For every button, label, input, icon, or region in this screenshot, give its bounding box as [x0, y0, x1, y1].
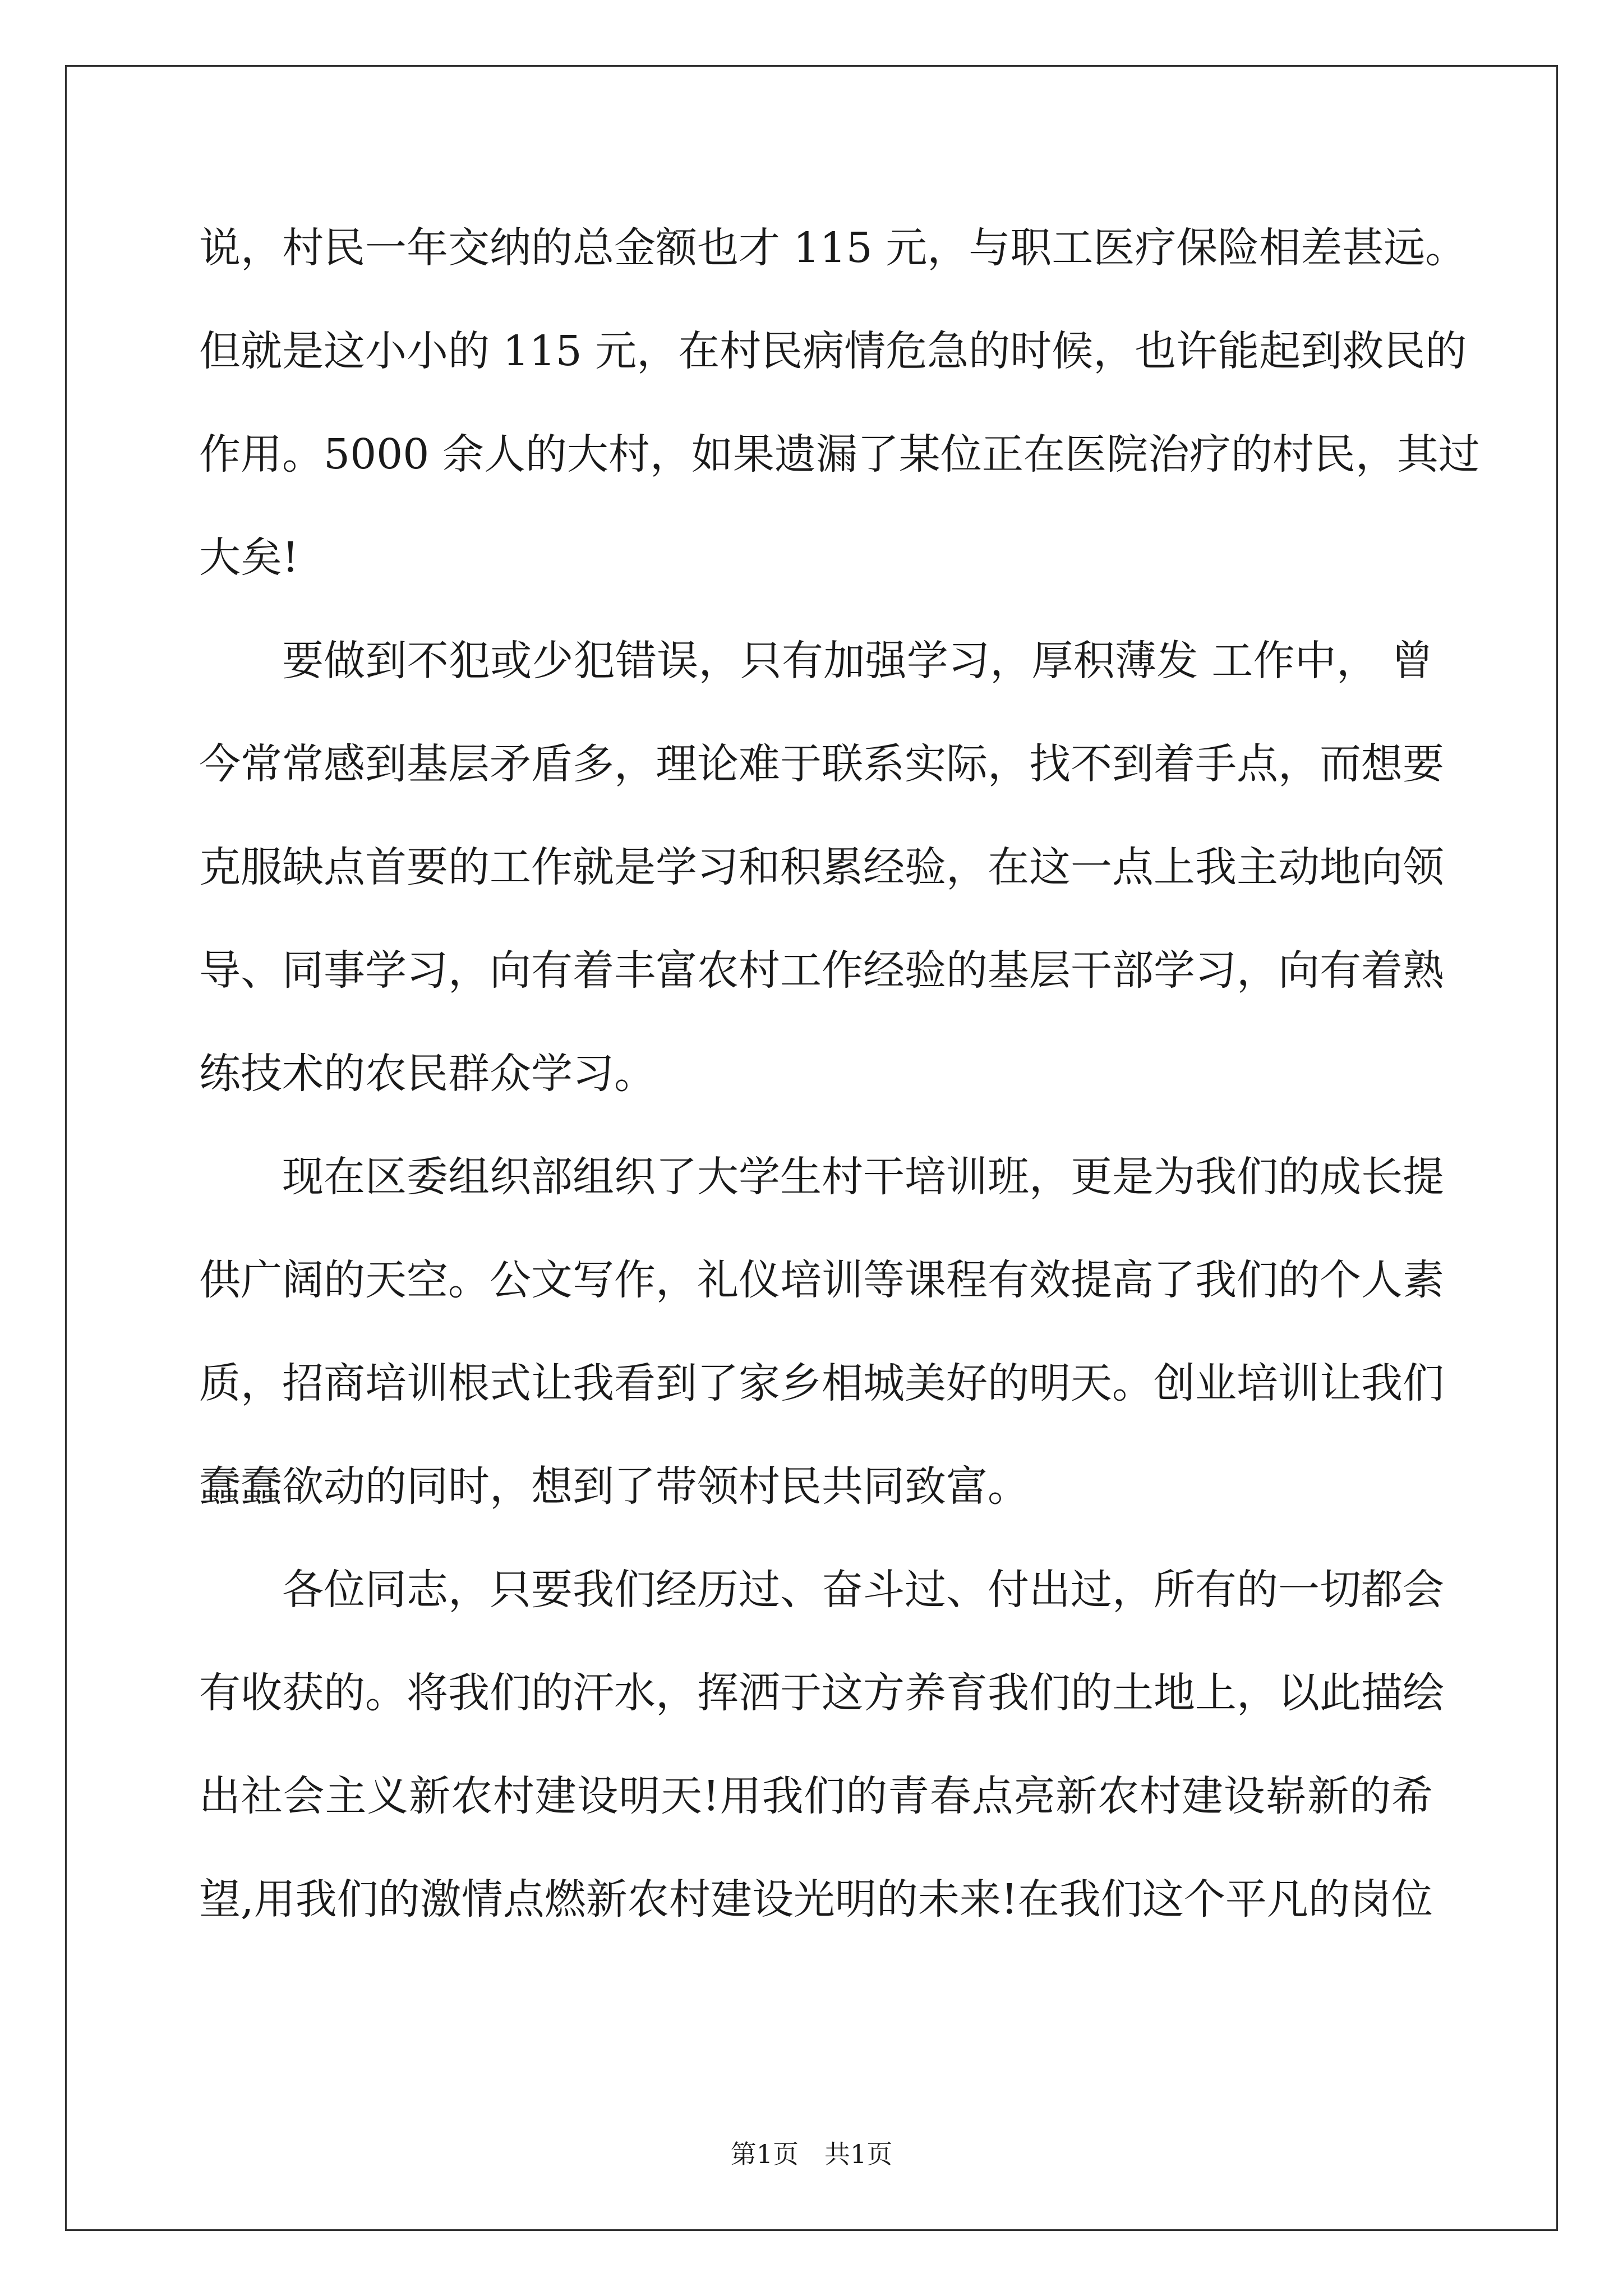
- text-line: 今常常感到基层矛盾多，理论难于联系实际，找不到着手点，而想要: [199, 740, 1444, 788]
- text-line: 但就是这小小的 115 元，在村民病情危急的时候，也许能起到救民的: [199, 327, 1467, 375]
- text-line: 要做到不犯或少犯错误，只有加强学习，厚积薄发 工作中， 曾: [282, 637, 1433, 685]
- text-line: 现在区委组织部组织了大学生村干培训班，更是为我们的成长提: [282, 1153, 1444, 1201]
- text-line: 说，村民一年交纳的总金额也才 115 元，与职工医疗保险相差甚远。: [199, 224, 1467, 272]
- text-line: 大矣!: [199, 533, 299, 582]
- text-line: 导、同事学习，向有着丰富农村工作经验的基层干部学习，向有着熟: [199, 946, 1444, 995]
- text-line: 作用。5000 余人的大村，如果遗漏了某位正在医院治疗的村民，其过: [199, 430, 1480, 478]
- text-line: 各位同志，只要我们经历过、奋斗过、付出过，所有的一切都会: [282, 1566, 1444, 1614]
- text-line: 练技术的农民群众学习。: [199, 1050, 656, 1098]
- text-line: 质，招商培训根式让我看到了家乡相城美好的明天。创业培训让我们: [199, 1359, 1444, 1407]
- text-line: 有收获的。将我们的汗水，挥洒于这方养育我们的土地上，以此描绘: [199, 1669, 1444, 1717]
- text-line: 供广阔的天空。公文写作，礼仪培训等课程有效提高了我们的个人素: [199, 1256, 1444, 1304]
- text-line: 望,用我们的激情点燃新农村建设光明的未来!在我们这个平凡的岗位: [199, 1875, 1433, 1924]
- text-line: 克服缺点首要的工作就是学习和积累经验，在这一点上我主动地向领: [199, 843, 1444, 891]
- document-body: [199, 196, 1480, 1951]
- text-line: 出社会主义新农村建设明天!用我们的青春点亮新农村建设崭新的希: [199, 1772, 1433, 1820]
- page-footer: 第1页 共1页: [730, 2139, 893, 2169]
- text-line: 蠢蠢欲动的同时，想到了带领村民共同致富。: [199, 1462, 1029, 1511]
